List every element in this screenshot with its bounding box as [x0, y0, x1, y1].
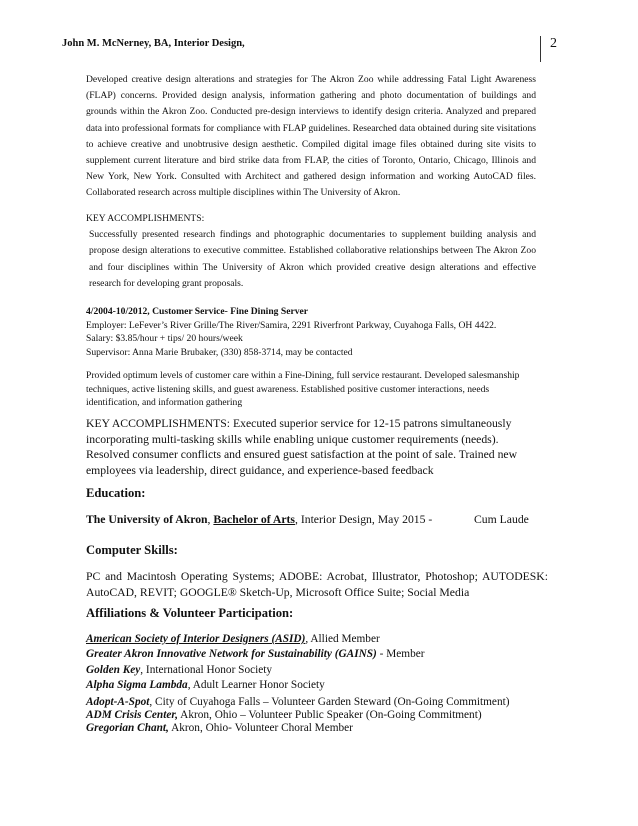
- job-supervisor: Supervisor: Anna Marie Brubaker, (330) 858-3714, may be contacted: [86, 347, 353, 359]
- list-item: [86, 663, 566, 678]
- zoo-accomplishments: [86, 211, 536, 292]
- education-degree: Bachelor of Arts: [213, 513, 295, 526]
- header-divider: [540, 36, 541, 62]
- education-entry: [86, 513, 556, 526]
- affiliation-org: Greater Akron Innovative Network for Sustainability (GAINS): [86, 648, 377, 661]
- zoo-accomplishments-label: KEY ACCOMPLISHMENTS:: [86, 213, 205, 224]
- affiliations-heading: Affiliations & Volunteer Participation:: [86, 606, 294, 620]
- job-title: 4/2004-10/2012, Customer Service- Fine Dining Server: [86, 306, 309, 317]
- education-separator: ,: [207, 513, 214, 526]
- affiliation-org: Gregorian Chant,: [86, 722, 169, 735]
- zoo-accomplishments-text: Successfully presented research findings and photographic documentaries to supplement building analysis and propose design alterations to executive committee. Established collaborative relationships between The Akron Zoo and four disciplines within The University of Akron which provided creative design alterations and effective research for developing grant proposals.: [89, 229, 536, 289]
- page-header: [62, 38, 562, 49]
- list-item: [86, 709, 566, 722]
- affiliation-role: , International Honor Society: [140, 663, 273, 676]
- job-employer: Employer: LeFever’s River Grille/The River/Samira, 2291 Riverfront Parkway, Cuyahoga Falls, OH 4422.: [86, 319, 497, 331]
- affiliation-role: , City of Cuyahoga Falls – Volunteer Garden Steward (On-Going Commitment): [149, 696, 510, 709]
- affiliation-org: Alpha Sigma Lambda: [86, 678, 188, 691]
- affiliation-org: Golden Key: [86, 663, 141, 676]
- list-item: [86, 647, 566, 662]
- job-accomplishments: [86, 416, 536, 478]
- list-item: [86, 632, 566, 647]
- zoo-description: [86, 72, 536, 202]
- page-number: 2: [550, 36, 557, 51]
- education-heading: Education:: [86, 486, 146, 500]
- affiliation-role: , Allied Member: [305, 633, 380, 645]
- job-entry: [86, 305, 536, 360]
- header-name: John M. McNerney, BA, Interior Design,: [62, 38, 245, 49]
- job-description: [86, 369, 536, 410]
- affiliation-role: Akron, Ohio- Volunteer Choral Member: [168, 722, 353, 735]
- education-school: The University of Akron: [86, 513, 208, 526]
- skills-text: PC and Macintosh Operating Systems; ADOBE: Acrobat, Illustrator, Photoshop; AUTODESK: AutoCAD, REVIT; GOOGLE® Sketch-Up, Microsoft Office Suite; Social Media: [86, 570, 548, 599]
- job-salary: Salary: $3.85/hour + tips/ 20 hours/week: [86, 333, 243, 345]
- list-item: [86, 678, 566, 693]
- zoo-description-text: Developed creative design alterations and strategies for The Akron Zoo while addressing Fatal Light Awareness (FLAP) concerns. Provided design analysis, information gathering and photo documentation of buildings and grounds within the Akron Zoo. Conducted pre-design interviews to identify design criteria. Analyzed and prepared data into professional formats for compliance with FLAP guidelines. Researched data obtained during site visitations to achieve creative and unobtrusive design aesthetic. Compiled digital image files obtained during site visits to supplement current literature and bird strike data from FLAP, the cities of Toronto, Ontario, Chicago, Illinois and New York, New York. Consulted with Architect and gathered design information and working AutoCAD files. Collaborated research across multiple disciplines within The University of Akron.: [86, 74, 536, 199]
- job-accomplishments-text: KEY ACCOMPLISHMENTS: Executed superior service for 12-15 patrons simultaneously incorporating multi-tasking skills while enabling unique customer requirements (needs). Resolved consumer conflicts and ensured guest satisfaction at the point of sale. Trained new employees via leadership, direct guidance, and experience-based feedback: [86, 417, 518, 477]
- education-detail: , Interior Design, May 2015 -: [294, 513, 433, 526]
- list-item: [86, 722, 566, 735]
- affiliation-org: Adopt-A-Spot: [86, 696, 150, 709]
- skills-heading: Computer Skills:: [86, 543, 178, 557]
- list-item: [86, 696, 566, 709]
- affiliation-role: , Adult Learner Honor Society: [187, 678, 325, 691]
- affiliations-list: [86, 632, 566, 735]
- affiliation-role: - Member: [376, 648, 425, 661]
- affiliation-org: American Society of Interior Designers (ASID): [86, 633, 306, 645]
- job-description-text: Provided optimum levels of customer care within a Fine-Dining, full service restaurant. Developed salesmanship techniques, active listening skills, and guest awareness. Established positive customer interactions, needs identification, and information gathering: [86, 370, 520, 409]
- affiliation-org: ADM Crisis Center,: [86, 709, 178, 722]
- affiliation-role: Akron, Ohio – Volunteer Public Speaker (On-Going Commitment): [177, 709, 482, 722]
- education-honor: Cum Laude: [474, 513, 529, 526]
